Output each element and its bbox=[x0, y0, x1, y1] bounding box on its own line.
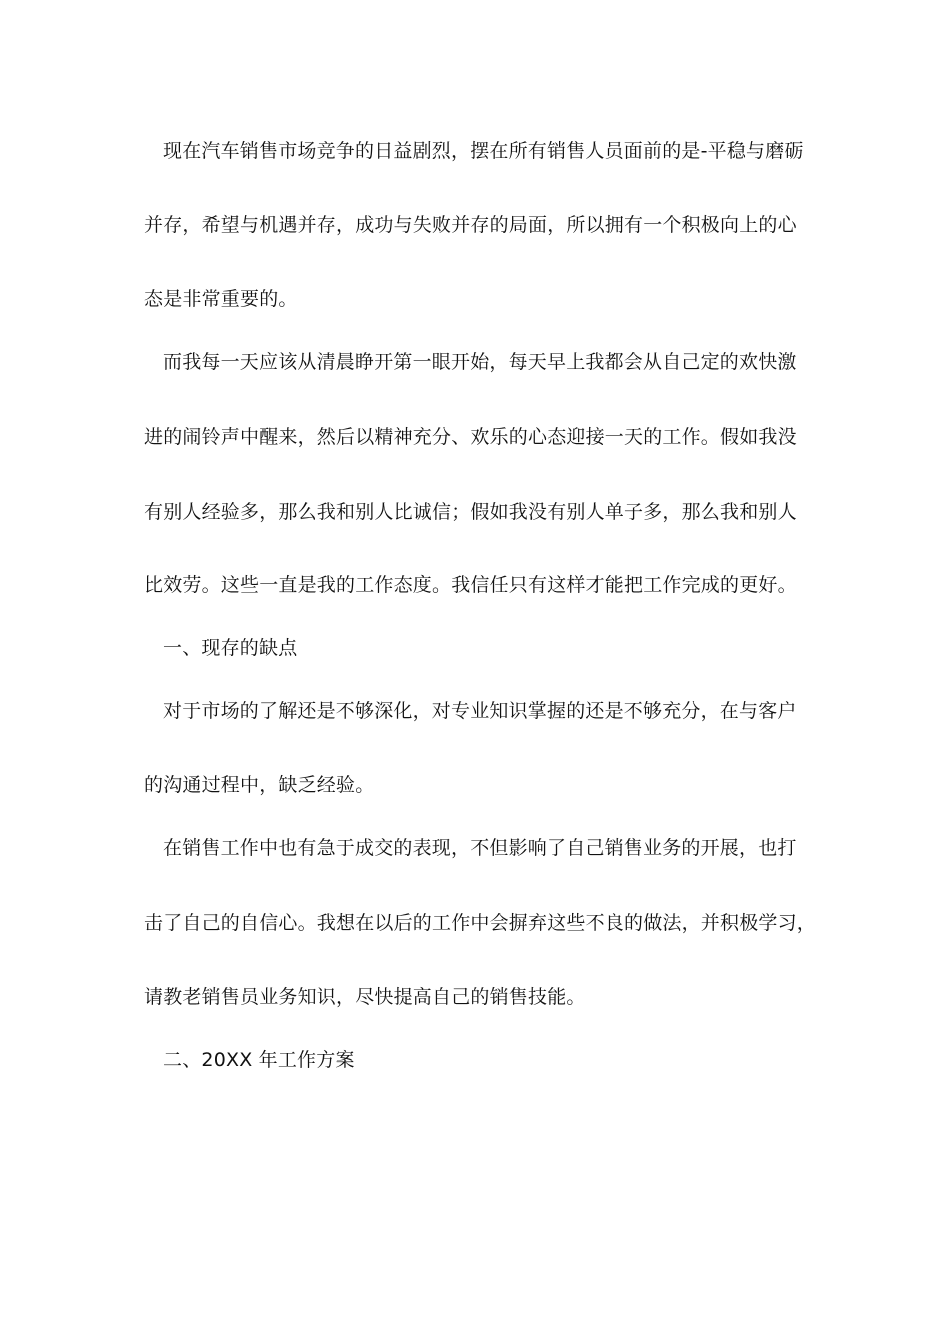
paragraph-2-line-3: 有别人经验多，那么我和别人比诚信；假如我没有别人单子多，那么我和别人 bbox=[144, 501, 797, 523]
paragraph-1-line-3: 态是非常重要的。 bbox=[144, 288, 298, 310]
paragraph-3-line-2: 的沟通过程中，缺乏经验。 bbox=[144, 774, 375, 796]
paragraph-2-line-2: 进的闹铃声中醒来，然后以精神充分、欢乐的心态迎接一天的工作。假如我没 bbox=[144, 426, 797, 448]
paragraph-3-line-1: 对于市场的了解还是不够深化，对专业知识掌握的还是不够充分，在与客户 bbox=[163, 700, 797, 722]
paragraph-2-line-4: 比效劳。这些一直是我的工作态度。我信任只有这样才能把工作完成的更好。 bbox=[144, 574, 797, 596]
paragraph-4-line-3: 请教老销售员业务知识，尽快提高自己的销售技能。 bbox=[144, 986, 586, 1008]
paragraph-2-line-1: 而我每一天应该从清晨睁开第一眼开始，每天早上我都会从自己定的欢快激 bbox=[163, 351, 797, 373]
section-heading-1: 一、现存的缺点 bbox=[163, 637, 298, 659]
paragraph-1-line-2: 并存，希望与机遇并存，成功与失败并存的局面，所以拥有一个积极向上的心 bbox=[144, 214, 797, 236]
paragraph-1-line-1: 现在汽车销售市场竞争的日益剧烈，摆在所有销售人员面前的是-平稳与磨砺 bbox=[163, 140, 804, 162]
paragraph-4-line-2: 击了自己的自信心。我想在以后的工作中会摒弃这些不良的做法，并积极学习， bbox=[144, 912, 817, 934]
section-heading-2: 二、20XX 年工作方案 bbox=[163, 1049, 355, 1071]
paragraph-4-line-1: 在销售工作中也有急于成交的表现，不但影响了自己销售业务的开展，也打 bbox=[163, 837, 797, 859]
